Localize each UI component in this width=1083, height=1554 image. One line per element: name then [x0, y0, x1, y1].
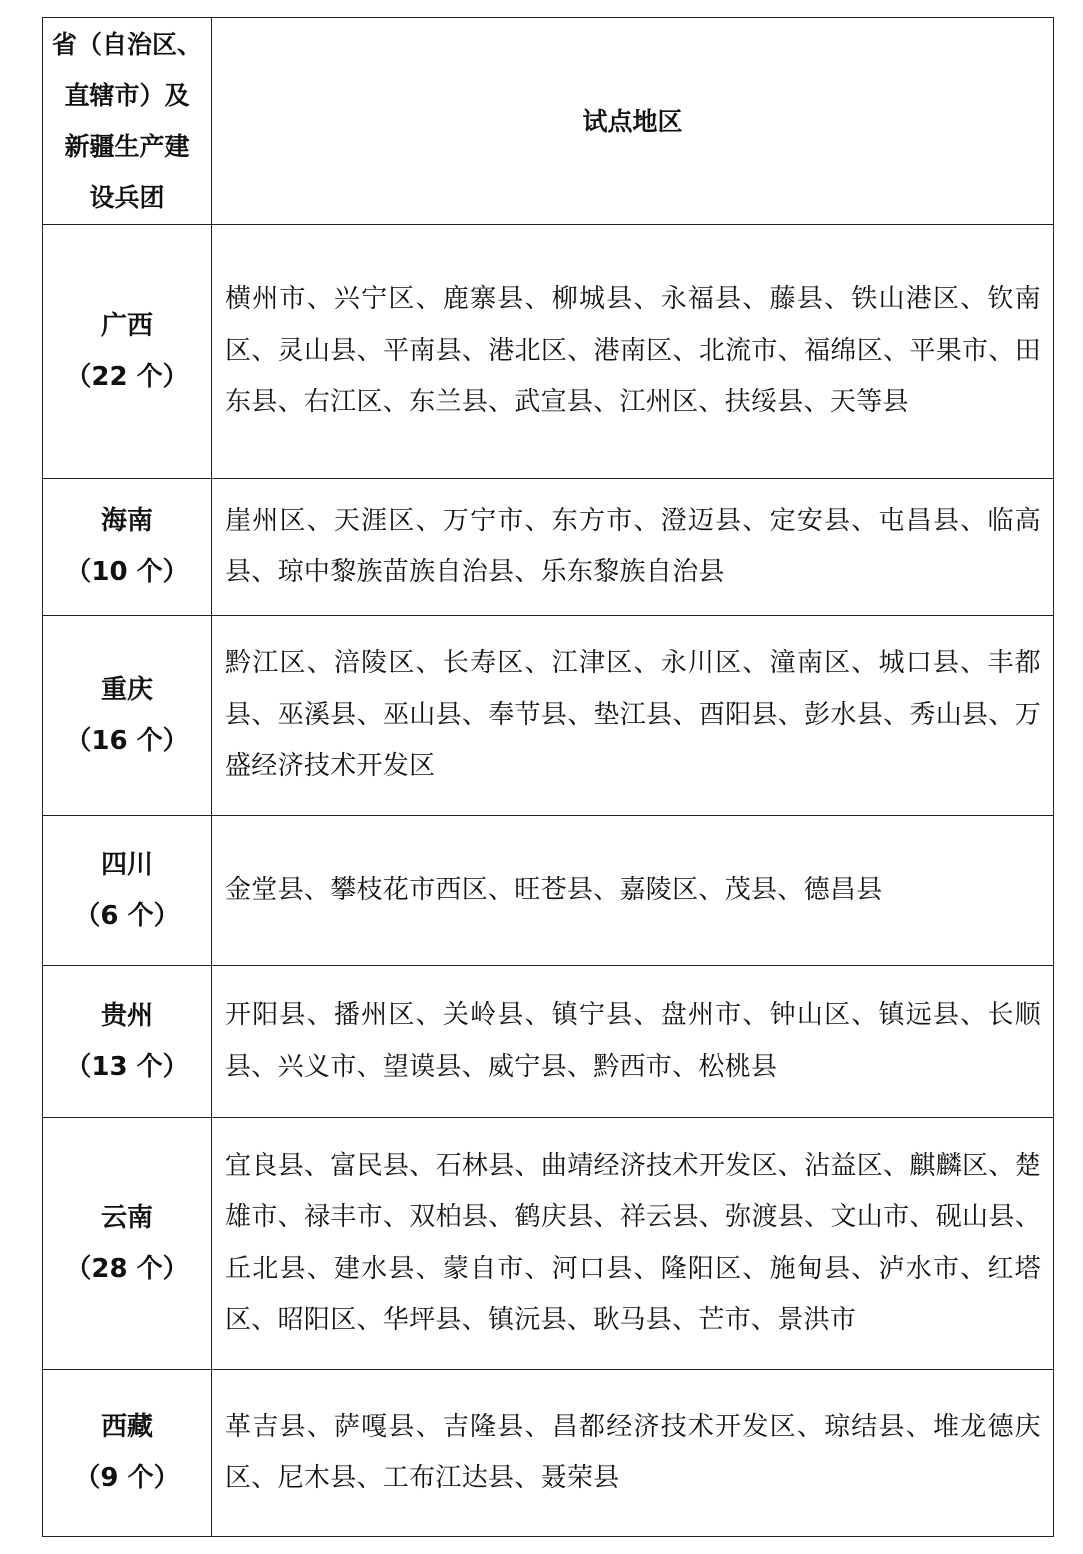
header-line: 新疆生产建 [64, 132, 190, 161]
areas-column-header: 试点地区 [212, 18, 1054, 225]
header-line: 设兵团 [89, 183, 165, 212]
province-cell [43, 966, 212, 1118]
area-count: （13 个） [65, 1051, 189, 1082]
province-name: 重庆 [100, 674, 153, 705]
province-name: 贵州 [100, 1000, 153, 1031]
area-count: （28 个） [65, 1253, 189, 1284]
province-name: 云南 [100, 1202, 153, 1233]
province-cell [43, 1118, 212, 1370]
area-count: （22 个） [65, 361, 189, 392]
header-line: 省（自治区、 [52, 30, 203, 59]
areas-list: 革吉县、萨嘎县、吉隆县、昌都经济技术开发区、琼结县、堆龙德庆区、尼木县、工布江达县、聂荣县 [212, 1370, 1054, 1537]
areas-list: 宜良县、富民县、石林县、曲靖经济技术开发区、沾益区、麒麟区、楚雄市、禄丰市、双柏县、鹤庆县、祥云县、弥渡县、文山市、砚山县、丘北县、建水县、蒙自市、河口县、隆阳区、施甸县、泸水市、红塔区、昭阳区、华坪县、镇沅县、耿马县、芒市、景洪市 [212, 1118, 1054, 1370]
area-count: （6 个） [74, 900, 180, 931]
table-row [43, 479, 1054, 616]
province-cell [43, 1370, 212, 1537]
areas-list: 黔江区、涪陵区、长寿区、江津区、永川区、潼南区、城口县、丰都县、巫溪县、巫山县、奉节县、垫江县、酉阳县、彭水县、秀山县、万盛经济技术开发区 [212, 616, 1054, 816]
province-cell [43, 225, 212, 479]
table-header-row [43, 18, 1054, 225]
province-column-header [43, 18, 212, 225]
table-row [43, 616, 1054, 816]
table-row [43, 816, 1054, 966]
province-name: 西藏 [100, 1412, 153, 1442]
province-cell [43, 816, 212, 966]
areas-list: 开阳县、播州区、关岭县、镇宁县、盘州市、钟山区、镇远县、长顺县、兴义市、望谟县、威宁县、黔西市、松桃县 [212, 966, 1054, 1118]
table-row [43, 966, 1054, 1118]
areas-list: 崖州区、天涯区、万宁市、东方市、澄迈县、定安县、屯昌县、临高县、琼中黎族苗族自治县、乐东黎族自治县 [212, 479, 1054, 616]
pilot-areas-table [42, 17, 1054, 1537]
areas-list: 金堂县、攀枝花市西区、旺苍县、嘉陵区、茂县、德昌县 [212, 816, 1054, 966]
province-name: 四川 [100, 849, 153, 880]
province-cell [43, 616, 212, 816]
header-line: 直辖市）及 [64, 81, 190, 110]
areas-list: 横州市、兴宁区、鹿寨县、柳城县、永福县、藤县、铁山港区、钦南区、灵山县、平南县、港北区、港南区、北流市、福绵区、平果市、田东县、右江区、东兰县、武宣县、江州区、扶绥县、天等县 [212, 225, 1054, 479]
table-row [43, 1370, 1054, 1537]
province-name: 海南 [100, 506, 153, 536]
province-cell [43, 479, 212, 616]
area-count: （10 个） [65, 557, 189, 587]
province-name: 广西 [100, 310, 153, 341]
table-row [43, 1118, 1054, 1370]
area-count: （9 个） [74, 1463, 180, 1493]
table-row [43, 225, 1054, 479]
area-count: （16 个） [65, 725, 189, 756]
